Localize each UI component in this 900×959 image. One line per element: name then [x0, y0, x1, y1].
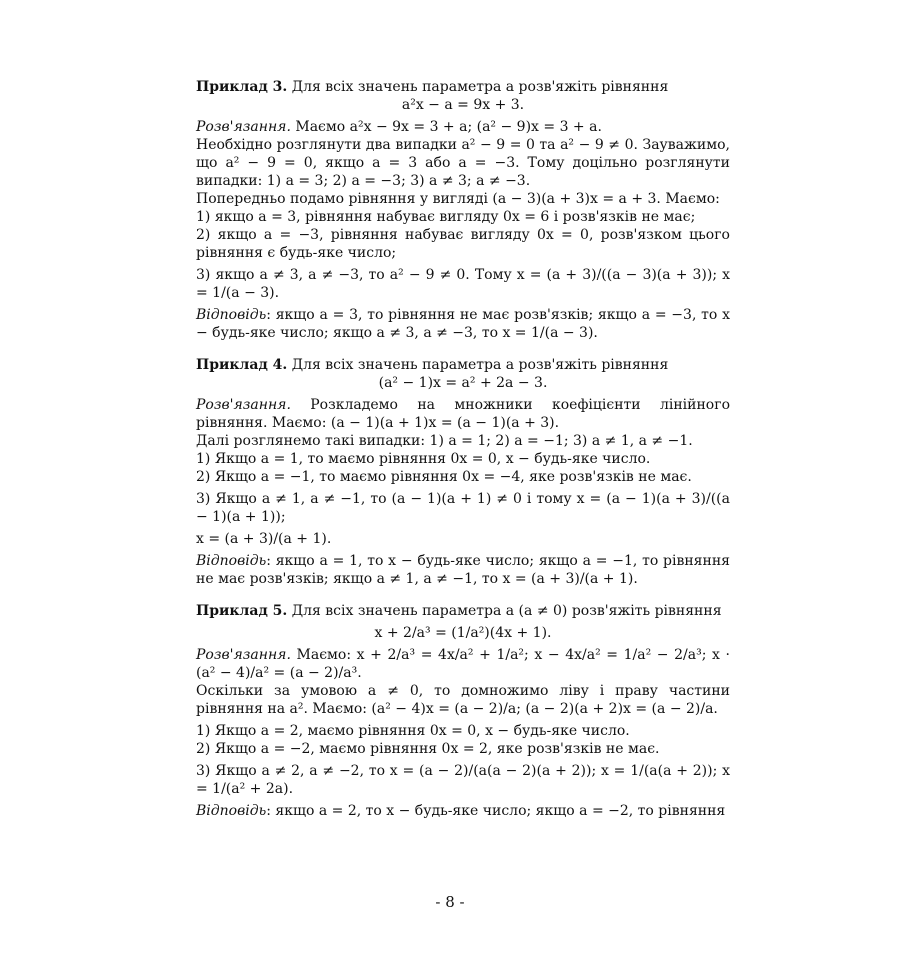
solution-line: 2) Якщо a = −2, маємо рівняння 0x = 2, яке розв'язків не має. — [196, 741, 660, 757]
solution-line: x = (a + 3)/(a + 1). — [196, 531, 332, 547]
solution-line: 3) Якщо a ≠ 2, a ≠ −2, то x = (a − 2)/(a(a − 2)(a + 2)); x = 1/(a(a + 2)); x = 1/(a² + 2a). — [196, 763, 730, 797]
solution-line: 2) Якщо a = −1, то маємо рівняння 0x = −4, яке розв'язків не має. — [196, 469, 692, 485]
example-statement: Приклад 4. Для всіх значень параметра a розв'яжіть рівняння — [196, 357, 669, 373]
answer: Відповідь: якщо a = 1, то x − будь-яке число; якщо a = −1, то рівняння не має розв'язків; якщо a ≠ 1, a ≠ −1, то x = (a + 3)/(a + 1). — [196, 553, 730, 587]
example-title: Приклад 4. — [196, 357, 288, 373]
example-equation: a²x − a = 9x + 3. — [401, 97, 525, 113]
example-statement: Приклад 5. Для всіх значень параметра a (a ≠ 0) розв'яжіть рівняння — [196, 603, 722, 619]
answer-label: Відповідь — [196, 553, 267, 569]
solution-line: 2) якщо a = −3, рівняння набуває вигляду 0x = 0, розв'язком цього рівняння є будь-яке число; — [196, 227, 730, 261]
solution-line: Оскільки за умовою a ≠ 0, то домножимо ліву і праву частини рівняння на a². Маємо: (a² − 4)x = (a − 2)/a; (a − 2)(a + 2)x = (a − 2)/a. — [196, 683, 730, 717]
answer: Відповідь: якщо a = 2, то x − будь-яке число; якщо a = −2, то рівняння — [196, 803, 726, 819]
solution-line: 1) Якщо a = 1, то маємо рівняння 0x = 0, x − будь-яке число. — [196, 451, 651, 467]
answer-label: Відповідь — [196, 803, 267, 819]
solution-line: Розв'язання. Маємо a²x − 9x = 3 + a; (a² − 9)x = 3 + a. — [196, 119, 602, 135]
solution-label: Розв'язання. — [196, 397, 291, 413]
solution-line: 3) Якщо a ≠ 1, a ≠ −1, то (a − 1)(a + 1) ≠ 0 і тому x = (a − 1)(a + 3)/((a − 1)(a + 1)); — [196, 491, 730, 525]
solution-line: Розв'язання. Маємо: x + 2/a³ = 4x/a² + 1/a²; x − 4x/a² = 1/a² − 2/a³; x · (a² − 4)/a² = (a − 2)/a³. — [196, 647, 730, 681]
solution-line: Необхідно розглянути два випадки a² − 9 = 0 та a² − 9 ≠ 0. Зауважимо, що a² − 9 = 0, якщо a = 3 або a = −3. Тому доцільно розглянути випадки: 1) a = 3; 2) a = −3; 3) a ≠ 3; a ≠ −3. — [196, 137, 730, 189]
example-statement: Приклад 3. Для всіх значень параметра a розв'яжіть рівняння — [196, 79, 669, 95]
solution-label: Розв'язання. — [196, 647, 291, 663]
example-3 — [196, 78, 730, 342]
example-title: Приклад 3. — [196, 79, 288, 95]
solution-label: Розв'язання. — [196, 119, 291, 135]
example-equation: (a² − 1)x = a² + 2a − 3. — [378, 375, 548, 391]
solution-line: Далі розглянемо такі випадки: 1) a = 1; 2) a = −1; 3) a ≠ 1, a ≠ −1. — [196, 433, 693, 449]
solution-line: Розв'язання. Розкладемо на множники коефіцієнти лінійного рівняння. Маємо: (a − 1)(a + 1)x = (a − 1)(a + 3). — [196, 397, 730, 431]
page-body — [196, 78, 730, 820]
solution-line: 1) якщо a = 3, рівняння набуває вигляду 0x = 6 і розв'язків не має; — [196, 209, 696, 225]
answer-label: Відповідь — [196, 307, 267, 323]
example-4 — [196, 356, 730, 588]
page-number: - 8 - — [435, 893, 465, 911]
example-equation: x + 2/a³ = (1/a²)(4x + 1). — [374, 625, 552, 641]
solution-line: Попередньо подамо рівняння у вигляді (a − 3)(a + 3)x = a + 3. Маємо: — [196, 191, 720, 207]
example-title: Приклад 5. — [196, 603, 288, 619]
example-5 — [196, 602, 730, 820]
answer: Відповідь: якщо a = 3, то рівняння не має розв'язків; якщо a = −3, то x − будь-яке число; якщо a ≠ 3, a ≠ −3, то x = 1/(a − 3). — [196, 307, 730, 341]
solution-line: 1) Якщо a = 2, маємо рівняння 0x = 0, x − будь-яке число. — [196, 723, 630, 739]
solution-line: 3) якщо a ≠ 3, a ≠ −3, то a² − 9 ≠ 0. Тому x = (a + 3)/((a − 3)(a + 3)); x = 1/(a − 3). — [196, 267, 730, 301]
